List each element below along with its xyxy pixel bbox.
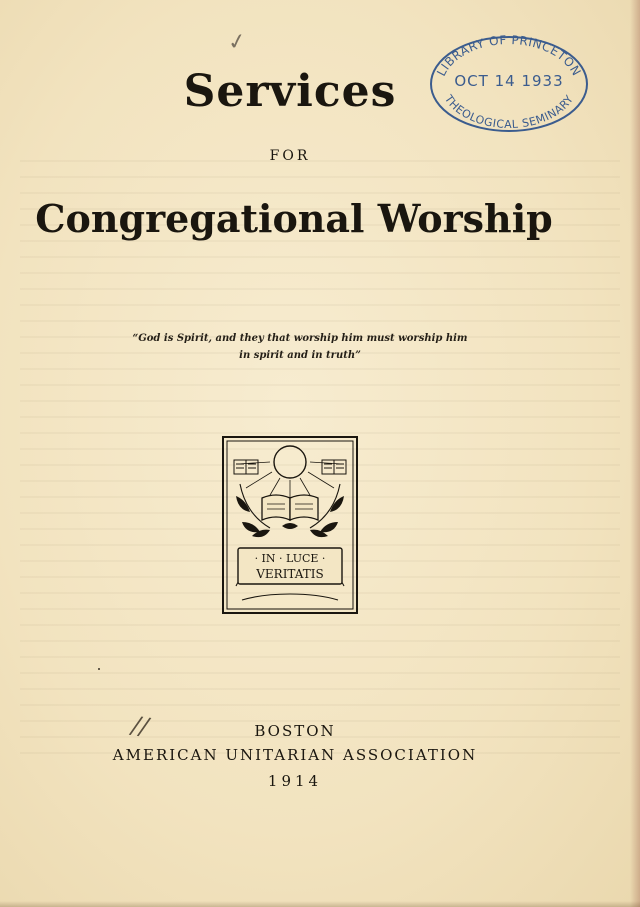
- stamp-top-text: LIBRARY OF PRINCETON: [434, 34, 584, 79]
- title-for: FOR: [269, 148, 311, 164]
- motto-line-2: VERITATIS: [256, 567, 324, 581]
- sun-icon: [238, 446, 342, 506]
- left-book-icon: [234, 460, 258, 474]
- right-book-icon: [322, 460, 346, 474]
- epigraph-line-1: “God is Spirit, and they that worship him must worship him: [132, 333, 468, 344]
- pencil-slashes-icon: //: [130, 711, 151, 741]
- epigraph: [120, 330, 480, 364]
- title-services: Services: [183, 66, 397, 117]
- imprint-city: BOSTON: [254, 722, 336, 740]
- title-congregational-worship: Congregational Worship: [35, 196, 553, 241]
- svg-text:THEOLOGICAL SEMINARY: [441, 92, 576, 131]
- library-stamp: [428, 34, 590, 134]
- page-edge-right: [630, 0, 640, 907]
- imprint-year: 1914: [267, 772, 323, 790]
- stamp-date: OCT 14 1933: [454, 72, 564, 90]
- open-book-icon: [262, 495, 318, 520]
- printers-device: [222, 436, 358, 614]
- pencil-checkmark-icon: ✓: [225, 28, 249, 57]
- motto-line-1: · IN · LUCE ·: [254, 552, 326, 565]
- printers-device-emblem: [222, 436, 358, 614]
- imprint-publisher: AMERICAN UNITARIAN ASSOCIATION: [112, 746, 478, 764]
- ink-speck: [98, 668, 100, 670]
- page-edge-bottom: [0, 901, 640, 907]
- stamp-bottom-text: THEOLOGICAL SEMINARY: [441, 92, 577, 132]
- epigraph-line-2: in spirit and in truth”: [239, 350, 361, 361]
